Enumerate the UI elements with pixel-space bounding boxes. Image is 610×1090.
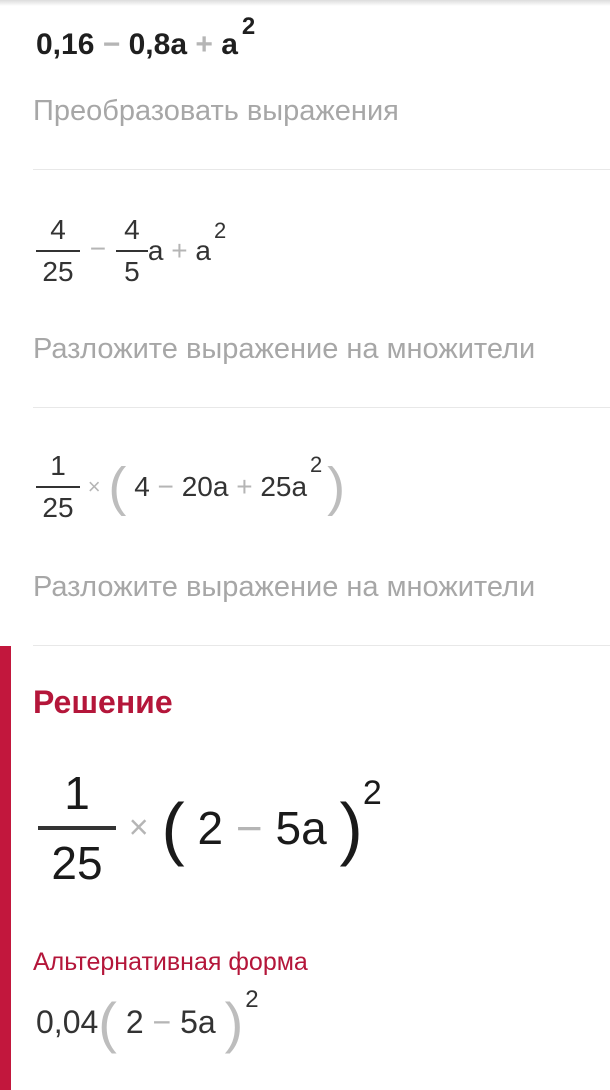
input-expression[interactable] [36, 13, 256, 62]
right-paren: ) [339, 789, 363, 867]
step-hint-transform[interactable]: Преобразовать выражения [33, 95, 399, 127]
left-paren: ( [98, 991, 117, 1054]
fraction-bar [116, 250, 148, 252]
minus-operator: − [152, 1004, 172, 1040]
coefficient: 0,04 [36, 1004, 99, 1040]
term-5a: 5a [275, 802, 327, 854]
fraction-1-25 [36, 450, 80, 524]
plus-operator: + [195, 28, 213, 61]
minus-operator: − [235, 802, 263, 854]
fraction-bar [38, 826, 116, 830]
step-hint-factor-2[interactable]: Разложите выражение на множители [33, 571, 536, 603]
exponent: 2 [241, 13, 256, 40]
right-paren: ) [224, 991, 244, 1054]
fraction-1-25 [38, 766, 116, 890]
variable: a [147, 235, 164, 266]
solution-accent-bar [0, 646, 11, 1090]
denominator: 25 [51, 837, 103, 889]
minus-operator: − [89, 233, 107, 265]
denominator: 25 [42, 256, 74, 287]
exponent: 2 [362, 774, 382, 813]
term-4: 4 [134, 471, 150, 502]
fraction-4-25 [36, 214, 80, 288]
step-hint-factor[interactable]: Разложите выражение на множители [33, 333, 536, 365]
term-5a: 5a [180, 1004, 216, 1040]
divider [33, 645, 610, 646]
minus-operator: − [102, 28, 121, 61]
exponent: 2 [214, 218, 227, 244]
step1-expression [36, 214, 227, 288]
numerator: 4 [124, 214, 140, 245]
divider [33, 169, 610, 170]
fraction-bar [36, 250, 80, 252]
plus-operator: + [236, 471, 253, 502]
right-paren: ) [327, 457, 346, 517]
left-paren: ( [161, 789, 185, 867]
alternative-form-title: Альтернативная форма [33, 948, 308, 976]
expr-term-1: 0,16 [36, 28, 95, 61]
exponent: 2 [310, 452, 323, 478]
numerator: 4 [50, 214, 66, 245]
term-2: 2 [125, 1004, 144, 1040]
left-paren: ( [108, 457, 127, 517]
term-a: a [195, 235, 211, 266]
alternative-expression [36, 985, 259, 1055]
solution-title: Решение [33, 684, 173, 720]
times-operator: × [128, 808, 149, 847]
solution-expression [38, 766, 382, 890]
top-shadow [0, 0, 610, 6]
fraction-bar [36, 486, 80, 488]
step2-expression [36, 450, 345, 524]
denominator: 5 [124, 256, 140, 287]
term-2: 2 [197, 802, 224, 854]
numerator: 1 [50, 450, 66, 481]
minus-operator: − [157, 471, 174, 502]
numerator: 1 [64, 767, 90, 819]
term-25a: 25a [260, 471, 308, 502]
divider [33, 407, 610, 408]
expr-term-3: a [221, 28, 238, 61]
exponent: 2 [245, 985, 259, 1013]
fraction-4-5 [116, 214, 148, 288]
plus-operator: + [171, 235, 188, 266]
expr-term-2: 0,8a [128, 28, 187, 61]
term-20a: 20a [181, 471, 229, 502]
times-operator: × [87, 474, 101, 499]
denominator: 25 [42, 492, 74, 523]
